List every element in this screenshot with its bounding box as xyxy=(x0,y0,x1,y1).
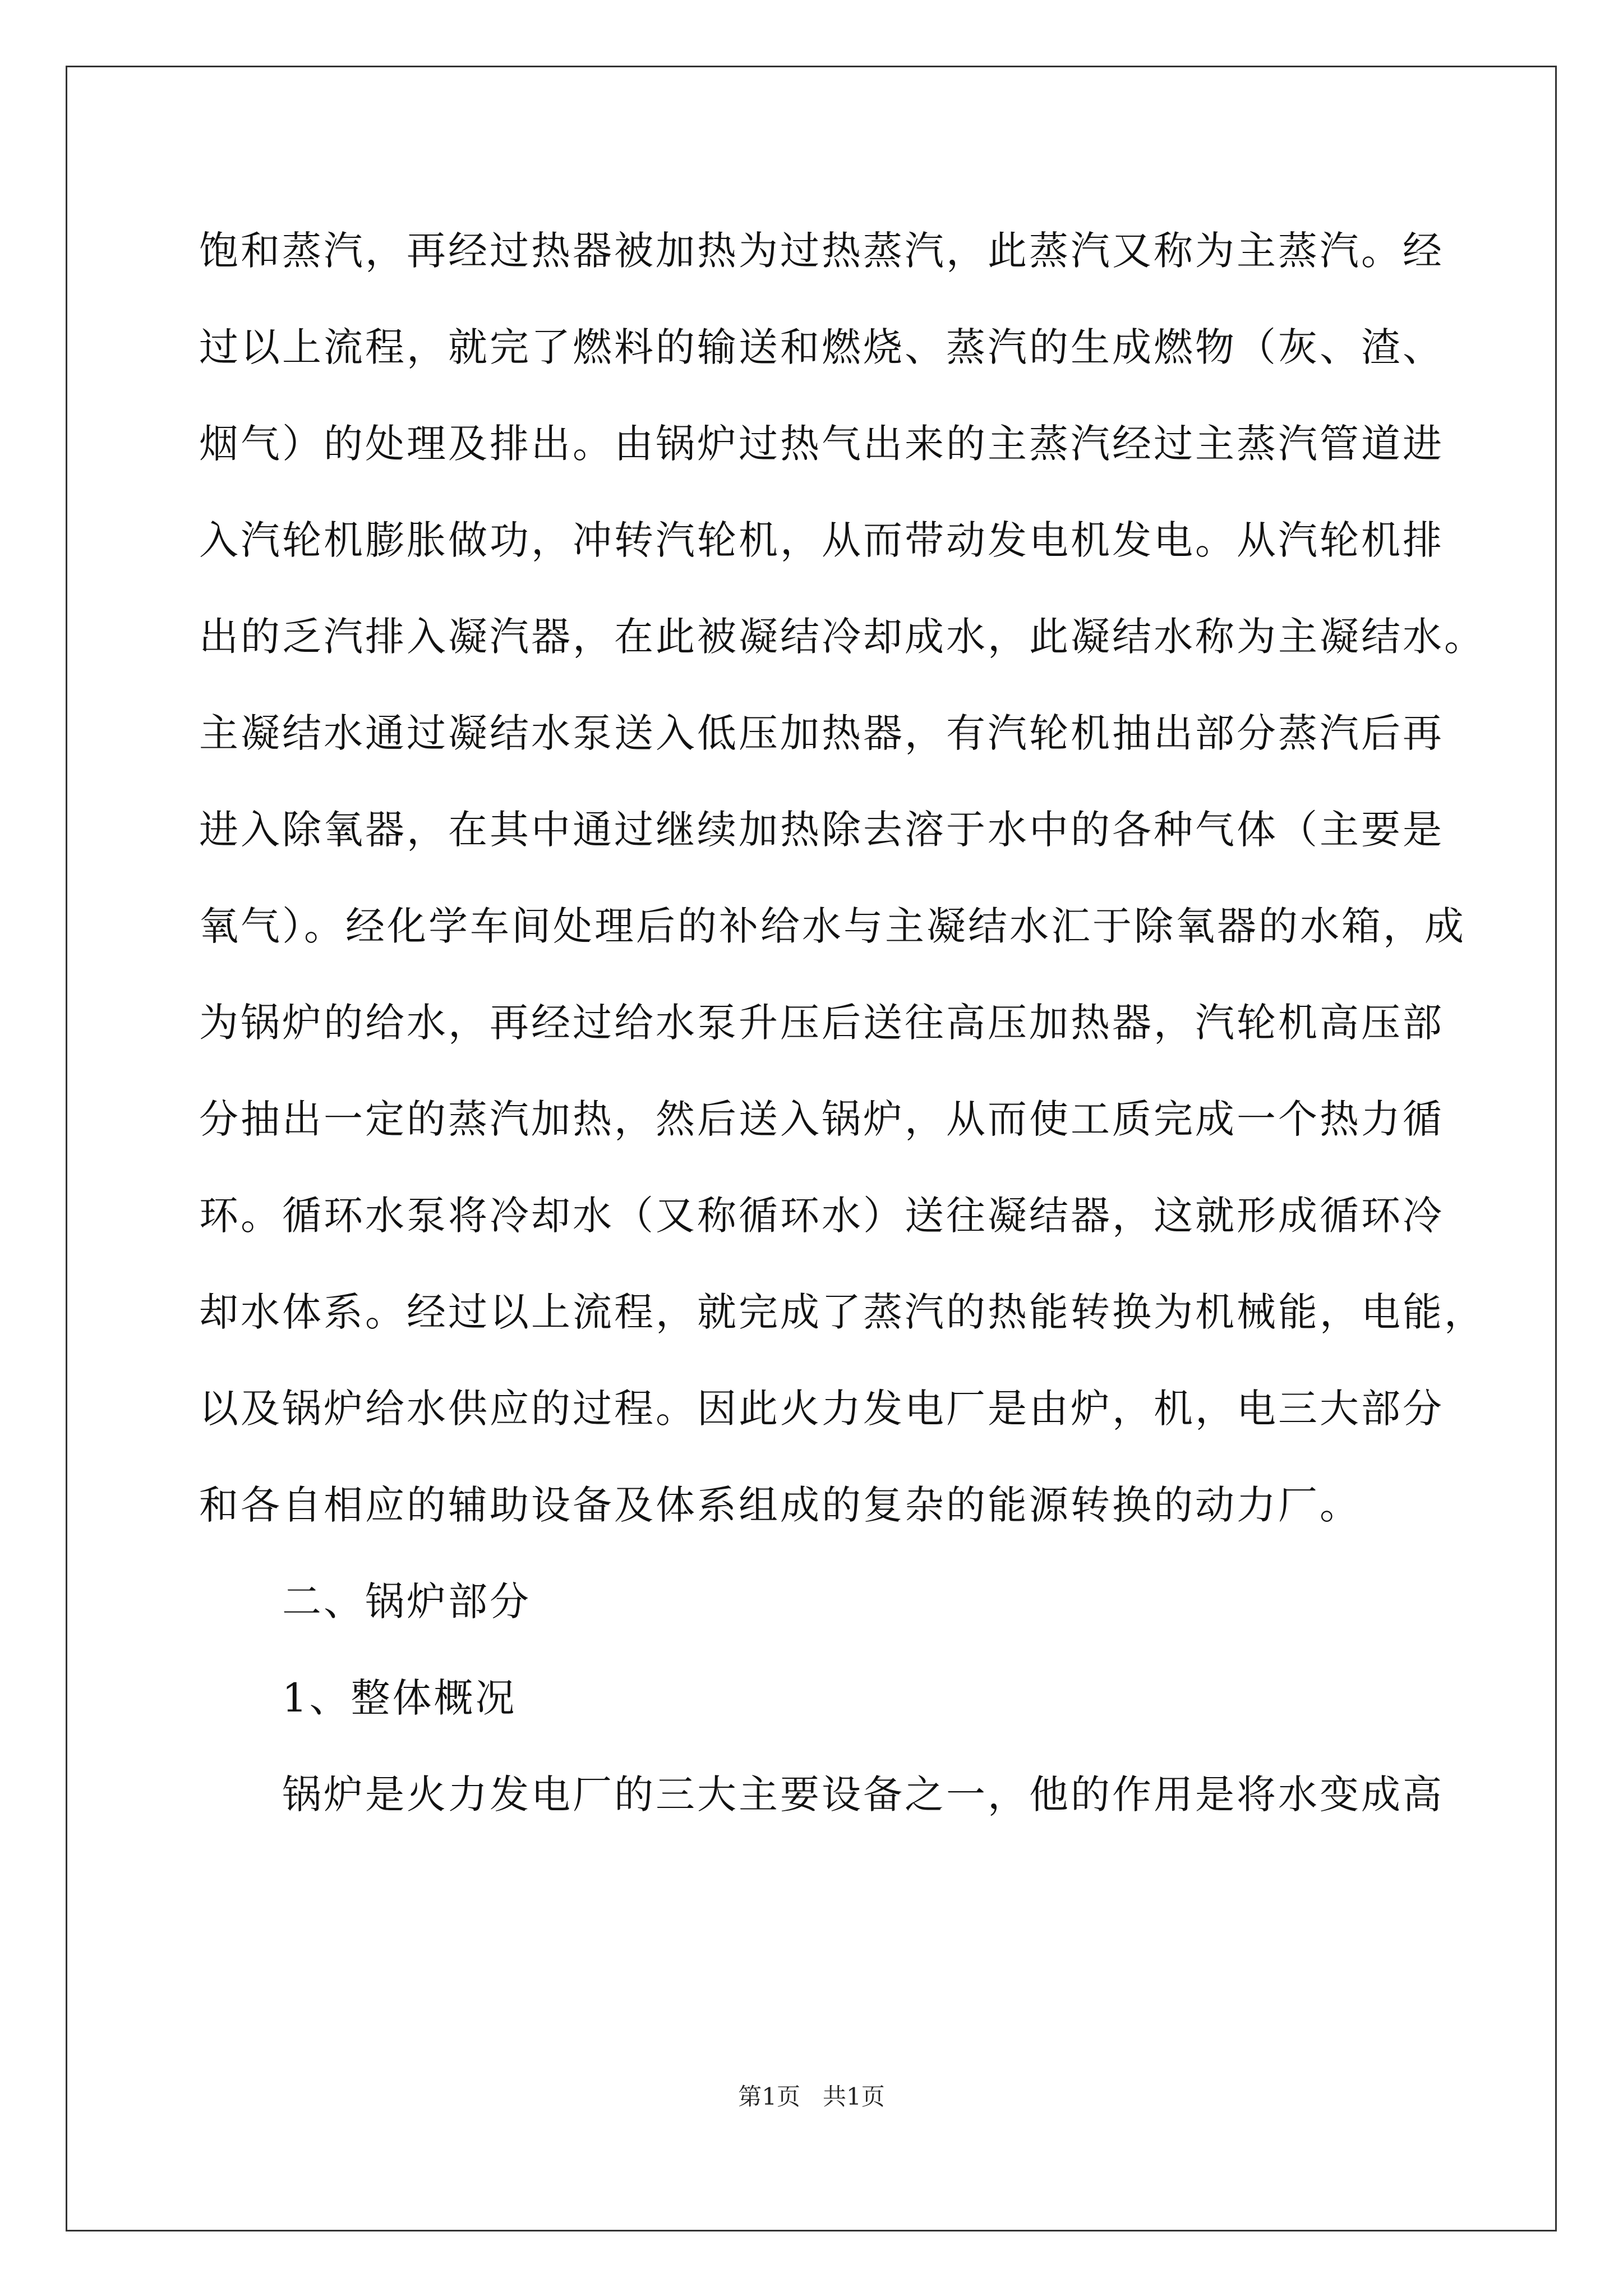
body-line-8: 氧气）。经化学车间处理后的补给水与主凝结水汇于除氧器的水箱，成 xyxy=(199,903,1466,949)
paragraph-line: 锅炉是火力发电厂的三大主要设备之一，他的作用是将水变成高 xyxy=(282,1772,1444,1818)
body-line-7: 进入除氧器，在其中通过继续加热除去溶于水中的各种气体（主要是 xyxy=(199,807,1444,853)
subsection-heading: 1、整体概况 xyxy=(282,1675,517,1721)
body-line-1: 饱和蒸汽，再经过热器被加热为过热蒸汽，此蒸汽又称为主蒸汽。经 xyxy=(199,228,1444,274)
body-line-10: 分抽出一定的蒸汽加热，然后送入锅炉，从而使工质完成一个热力循 xyxy=(199,1096,1444,1142)
page-footer xyxy=(0,2081,1623,2113)
body-line-11: 环。循环水泵将冷却水（又称循环水）送往凝结器，这就形成循环冷 xyxy=(199,1193,1444,1239)
page-border xyxy=(66,66,1557,2231)
body-line-9: 为锅炉的给水，再经过给水泵升压后送往高压加热器，汽轮机高压部 xyxy=(199,1000,1444,1046)
section-heading: 二、锅炉部分 xyxy=(282,1579,531,1625)
body-line-5: 出的乏汽排入凝汽器，在此被凝结冷却成水，此凝结水称为主凝结水。 xyxy=(199,614,1486,660)
body-line-12: 却水体系。经过以上流程，就完成了蒸汽的热能转换为机械能，电能， xyxy=(199,1289,1486,1335)
page-number-label: 第1页 共1页 xyxy=(738,2083,885,2110)
body-line-3: 烟气）的处理及排出。由锅炉过热气出来的主蒸汽经过主蒸汽管道进 xyxy=(199,421,1444,467)
body-line-4: 入汽轮机膨胀做功，冲转汽轮机，从而带动发电机发电。从汽轮机排 xyxy=(199,517,1444,563)
body-line-2: 过以上流程，就完了燃料的输送和燃烧、蒸汽的生成燃物（灰、渣、 xyxy=(199,324,1444,370)
body-line-6: 主凝结水通过凝结水泵送入低压加热器，有汽轮机抽出部分蒸汽后再 xyxy=(199,710,1444,756)
body-line-14: 和各自相应的辅助设备及体系组成的复杂的能源转换的动力厂。 xyxy=(199,1482,1361,1528)
body-line-13: 以及锅炉给水供应的过程。因此火力发电厂是由炉，机，电三大部分 xyxy=(199,1386,1444,1432)
